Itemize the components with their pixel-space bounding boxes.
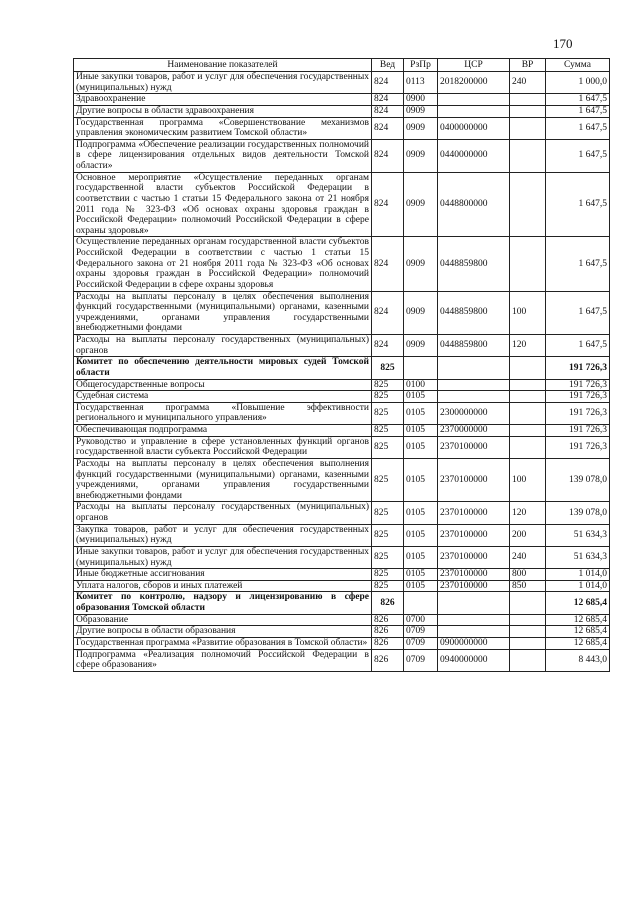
cell-name: Комитет по контролю, надзору и лицензированию в сфере образования Томской области [74, 592, 372, 614]
cell-name: Судебная система [74, 391, 372, 403]
table-row [74, 335, 610, 357]
cell-name: Здравоохранение [74, 94, 372, 106]
cell-csr: 2370100000 [438, 524, 510, 546]
cell-name: Государственная программа «Повышение эффективности регионального и муниципального управления» [74, 402, 372, 424]
cell-vr [510, 626, 546, 638]
cell-sum: 8 443,0 [546, 649, 610, 671]
cell-vr [510, 94, 546, 106]
cell-name: Иные бюджетные ассигнования [74, 569, 372, 581]
table-row [74, 105, 610, 117]
cell-name: Комитет по обеспечению деятельности мировых судей Томской области [74, 357, 372, 379]
cell-name: Государственная программа «Совершенствование механизмов управления экономическим развитием Томской области» [74, 117, 372, 139]
header-name: Наименование показателей [74, 59, 372, 72]
table-row [74, 94, 610, 106]
cell-rz: 0909 [404, 105, 438, 117]
cell-vr: 800 [510, 569, 546, 581]
cell-ved: 824 [372, 72, 404, 94]
cell-csr: 0448859800 [438, 237, 510, 291]
table-row [74, 502, 610, 524]
cell-rz: 0909 [404, 139, 438, 172]
cell-sum: 12 685,4 [546, 626, 610, 638]
cell-ved: 824 [372, 237, 404, 291]
cell-sum: 1 647,5 [546, 94, 610, 106]
cell-rz [404, 357, 438, 379]
cell-vr: 120 [510, 335, 546, 357]
cell-rz: 0105 [404, 580, 438, 592]
cell-vr [510, 139, 546, 172]
table-row [74, 626, 610, 638]
cell-vr [510, 391, 546, 403]
table-row [74, 637, 610, 649]
table-row [74, 402, 610, 424]
cell-rz: 0709 [404, 637, 438, 649]
cell-vr: 240 [510, 546, 546, 568]
cell-name: Расходы на выплаты персоналу государственных (муниципальных) органов [74, 502, 372, 524]
cell-sum: 12 685,4 [546, 592, 610, 614]
cell-vr [510, 402, 546, 424]
cell-rz: 0909 [404, 172, 438, 237]
cell-csr: 2370100000 [438, 546, 510, 568]
cell-ved: 824 [372, 335, 404, 357]
cell-ved: 824 [372, 94, 404, 106]
cell-name: Руководство и управление в сфере установленных функций органов государственной власти субъекта Российской Федерации [74, 436, 372, 458]
cell-csr: 2370100000 [438, 436, 510, 458]
cell-ved: 825 [372, 402, 404, 424]
cell-sum: 1 014,0 [546, 580, 610, 592]
cell-sum: 1 647,5 [546, 117, 610, 139]
cell-csr: 2370100000 [438, 580, 510, 592]
cell-csr [438, 592, 510, 614]
cell-rz: 0709 [404, 649, 438, 671]
cell-ved: 826 [372, 637, 404, 649]
cell-csr: 2370100000 [438, 458, 510, 502]
cell-rz: 0709 [404, 626, 438, 638]
cell-ved: 825 [372, 458, 404, 502]
cell-csr: 0448859800 [438, 291, 510, 335]
cell-csr: 2370100000 [438, 569, 510, 581]
cell-ved: 824 [372, 172, 404, 237]
cell-sum: 1 647,5 [546, 105, 610, 117]
header-vr: ВР [510, 59, 546, 72]
cell-rz: 0105 [404, 458, 438, 502]
cell-rz: 0909 [404, 237, 438, 291]
cell-name: Осуществление переданных органам государственной власти субъектов Российской Федерации в соответствии с частью 1 статьи 15 Федерального закона от 21 ноября 2011 года № 323-ФЗ «Об основах охраны здоровья граждан в Российской Федерации» полномочий Российской Федерации в сфере охраны здоровья [74, 237, 372, 291]
table-row [74, 379, 610, 391]
cell-rz: 0909 [404, 335, 438, 357]
cell-rz: 0700 [404, 614, 438, 626]
cell-sum: 1 000,0 [546, 72, 610, 94]
table-row [74, 139, 610, 172]
cell-name: Подпрограмма «Реализация полномочий Российской Федерации в сфере образования» [74, 649, 372, 671]
cell-ved: 825 [372, 546, 404, 568]
cell-ved: 824 [372, 117, 404, 139]
cell-vr [510, 237, 546, 291]
cell-name: Образование [74, 614, 372, 626]
cell-vr: 850 [510, 580, 546, 592]
header-row [74, 59, 610, 72]
cell-sum: 12 685,4 [546, 614, 610, 626]
cell-csr [438, 391, 510, 403]
cell-sum: 12 685,4 [546, 637, 610, 649]
header-sum: Сумма [546, 59, 610, 72]
table-row [74, 391, 610, 403]
cell-csr: 0448859800 [438, 335, 510, 357]
cell-ved: 825 [372, 436, 404, 458]
cell-vr: 100 [510, 291, 546, 335]
cell-ved: 824 [372, 105, 404, 117]
cell-name: Иные закупки товаров, работ и услуг для обеспечения государственных (муниципальных) нужд [74, 546, 372, 568]
cell-sum: 1 647,5 [546, 237, 610, 291]
cell-csr [438, 626, 510, 638]
cell-ved: 826 [372, 649, 404, 671]
table-body [74, 72, 610, 672]
cell-ved: 824 [372, 291, 404, 335]
cell-rz: 0113 [404, 72, 438, 94]
cell-rz: 0105 [404, 524, 438, 546]
cell-csr: 2370000000 [438, 425, 510, 437]
cell-sum: 1 647,5 [546, 335, 610, 357]
cell-vr [510, 379, 546, 391]
cell-ved: 825 [372, 425, 404, 437]
cell-csr: 0900000000 [438, 637, 510, 649]
cell-ved: 825 [372, 580, 404, 592]
cell-csr: 0940000000 [438, 649, 510, 671]
cell-vr [510, 357, 546, 379]
cell-sum: 51 634,3 [546, 524, 610, 546]
cell-vr: 100 [510, 458, 546, 502]
cell-name: Расходы на выплаты персоналу в целях обеспечения выполнения функций государственными (муниципальными) органами, казенными учреждениями, органами управления государственными внебюджетными фондами [74, 458, 372, 502]
cell-ved: 825 [372, 502, 404, 524]
table-row [74, 458, 610, 502]
cell-name: Закупка товаров, работ и услуг для обеспечения государственных (муниципальных) нужд [74, 524, 372, 546]
cell-name: Государственная программа «Развитие образования в Томской области» [74, 637, 372, 649]
cell-vr [510, 614, 546, 626]
table-row [74, 649, 610, 671]
table-row [74, 357, 610, 379]
table-row [74, 524, 610, 546]
cell-vr [510, 117, 546, 139]
cell-name: Общегосударственные вопросы [74, 379, 372, 391]
header-csr: ЦСР [438, 59, 510, 72]
cell-sum: 191 726,3 [546, 391, 610, 403]
budget-table [73, 58, 610, 672]
cell-vr [510, 105, 546, 117]
cell-sum: 191 726,3 [546, 436, 610, 458]
table-row [74, 580, 610, 592]
cell-csr: 2018200000 [438, 72, 510, 94]
cell-csr [438, 357, 510, 379]
cell-csr [438, 94, 510, 106]
cell-csr: 2370100000 [438, 502, 510, 524]
cell-rz: 0105 [404, 436, 438, 458]
cell-ved: 825 [372, 391, 404, 403]
cell-vr: 200 [510, 524, 546, 546]
cell-csr: 2300000000 [438, 402, 510, 424]
page-number: 170 [553, 36, 573, 51]
table-row [74, 436, 610, 458]
cell-rz: 0105 [404, 391, 438, 403]
cell-sum: 1 647,5 [546, 139, 610, 172]
table-row [74, 592, 610, 614]
table-row [74, 172, 610, 237]
cell-name: Другие вопросы в области образования [74, 626, 372, 638]
cell-name: Расходы на выплаты персоналу государственных (муниципальных) органов [74, 335, 372, 357]
cell-rz: 0909 [404, 117, 438, 139]
cell-vr [510, 425, 546, 437]
header-ved: Вед [372, 59, 404, 72]
cell-vr [510, 637, 546, 649]
cell-csr [438, 614, 510, 626]
cell-name: Обеспечивающая подпрограмма [74, 425, 372, 437]
cell-sum: 1 014,0 [546, 569, 610, 581]
cell-csr: 0400000000 [438, 117, 510, 139]
cell-vr [510, 649, 546, 671]
cell-rz [404, 592, 438, 614]
cell-vr [510, 172, 546, 237]
cell-ved: 825 [372, 379, 404, 391]
cell-ved: 825 [372, 357, 404, 379]
cell-ved: 826 [372, 614, 404, 626]
cell-sum: 191 726,3 [546, 425, 610, 437]
cell-rz: 0100 [404, 379, 438, 391]
cell-csr: 0448800000 [438, 172, 510, 237]
cell-sum: 191 726,3 [546, 402, 610, 424]
cell-ved: 824 [372, 139, 404, 172]
table-row [74, 614, 610, 626]
cell-csr: 0440000000 [438, 139, 510, 172]
table-row [74, 117, 610, 139]
cell-vr: 240 [510, 72, 546, 94]
cell-sum: 139 078,0 [546, 458, 610, 502]
cell-name: Подпрограмма «Обеспечение реализации государственных полномочий в сфере лицензирования отдельных видов деятельности Томской области» [74, 139, 372, 172]
table-row [74, 291, 610, 335]
cell-ved: 825 [372, 524, 404, 546]
cell-ved: 826 [372, 592, 404, 614]
cell-name: Уплата налогов, сборов и иных платежей [74, 580, 372, 592]
cell-vr [510, 592, 546, 614]
cell-name: Другие вопросы в области здравоохранения [74, 105, 372, 117]
cell-ved: 826 [372, 626, 404, 638]
cell-name: Иные закупки товаров, работ и услуг для обеспечения государственных (муниципальных) нужд [74, 72, 372, 94]
cell-rz: 0909 [404, 291, 438, 335]
cell-rz: 0900 [404, 94, 438, 106]
cell-ved: 825 [372, 569, 404, 581]
table-row [74, 237, 610, 291]
table-row [74, 569, 610, 581]
cell-sum: 1 647,5 [546, 291, 610, 335]
cell-vr [510, 436, 546, 458]
cell-sum: 51 634,3 [546, 546, 610, 568]
table-row [74, 72, 610, 94]
cell-sum: 1 647,5 [546, 172, 610, 237]
cell-sum: 191 726,3 [546, 357, 610, 379]
cell-rz: 0105 [404, 402, 438, 424]
cell-csr [438, 105, 510, 117]
table-row [74, 546, 610, 568]
cell-rz: 0105 [404, 425, 438, 437]
cell-rz: 0105 [404, 546, 438, 568]
cell-name: Основное мероприятие «Осуществление переданных органам государственной власти субъектов Российской Федерации в соответствии с частью 1 статьи 15 Федерального закона от 21 ноября 2011 года № 323-ФЗ «Об основах охраны здоровья граждан в Российской Федерации» полномочий Российской Федерации в сфере охраны здоровья» [74, 172, 372, 237]
cell-rz: 0105 [404, 502, 438, 524]
cell-csr [438, 379, 510, 391]
cell-vr: 120 [510, 502, 546, 524]
cell-sum: 191 726,3 [546, 379, 610, 391]
table-row [74, 425, 610, 437]
cell-rz: 0105 [404, 569, 438, 581]
cell-name: Расходы на выплаты персоналу в целях обеспечения выполнения функций государственными (муниципальными) органами, казенными учреждениями, органами управления государственными внебюджетными фондами [74, 291, 372, 335]
cell-sum: 139 078,0 [546, 502, 610, 524]
header-rz: РзПр [404, 59, 438, 72]
